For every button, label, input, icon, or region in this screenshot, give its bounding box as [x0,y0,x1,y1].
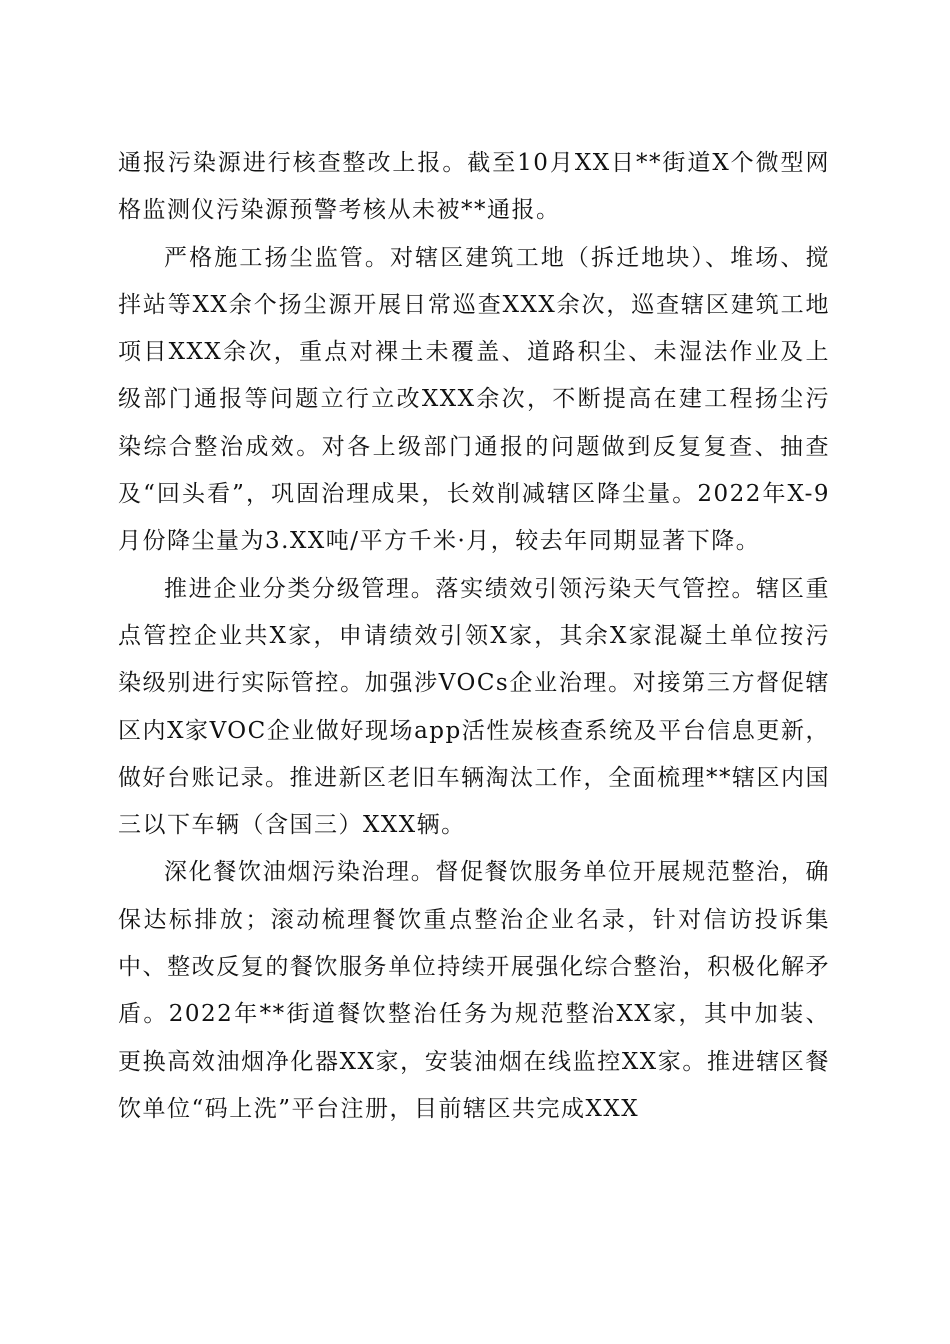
paragraph-catering-fumes: 深化餐饮油烟污染治理。督促餐饮服务单位开展规范整治，确保达标排放；滚动梳理餐饮重点整治企业名录，针对信访投诉集中、整改反复的餐饮服务单位持续开展强化综合整治，积极化解矛盾。2022年**街道餐饮整治任务为规范整治XX家，其中加装、更换高效油烟净化器XX家，安装油烟在线监控XX家。推进辖区餐饮单位“码上洗”平台注册，目前辖区共完成XXX [118,859,830,1122]
paragraph-enterprise-management: 推进企业分类分级管理。落实绩效引领污染天气管控。辖区重点管控企业共X家，申请绩效引领X家，其余X家混凝土单位按污染级别进行实际管控。加强涉VOCs企业治理。对接第三方督促辖区内X家VOC企业做好现场app活性炭核查系统及平台信息更新，做好台账记录。推进新区老旧车辆淘汰工作，全面梳理**辖区内国三以下车辆（含国三）XXX辆。 [118,575,830,839]
paragraph-continuation: 通报污染源进行核查整改上报。截至10月XX日**街道X个微型网格监测仪污染源预警考核从未被**通报。 [118,150,830,224]
paragraph-construction-dust: 严格施工扬尘监管。对辖区建筑工地（拆迁地块）、堆场、搅拌站等XX余个扬尘源开展日常巡查XXX余次，巡查辖区建筑工地项目XXX余次，重点对裸土未覆盖、道路积尘、未湿法作业及上级部门通报等问题立行立改XXX余次，不断提高在建工程扬尘污染综合整治成效。对各上级部门通报的问题做到反复复查、抽查及“回头看”，巩固治理成果，长效削减辖区降尘量。2022年X-9月份降尘量为3.XX吨/平方千米·月，较去年同期显著下降。 [118,244,830,555]
document-body [118,140,830,1133]
